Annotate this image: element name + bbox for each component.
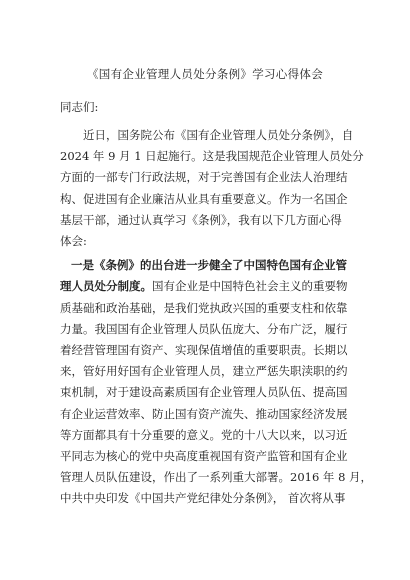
paragraph-point-one — [60, 255, 373, 509]
text-line: 来，管好用好国有企业管理人员，建立严惩失职渎职的约 — [60, 364, 348, 379]
text-line: 构、促进国有企业廉洁从业具有重要意义。作为一名国企 — [60, 191, 348, 206]
text-line: 近日，国务院公布《国有企业管理人员处分条例》，自 — [83, 128, 354, 142]
point-heading-continuation — [60, 276, 356, 297]
text-line: 方面的一部专门行政法规，对于完善国有企业法人治理结 — [60, 170, 348, 185]
salutation: 同志们: — [60, 100, 99, 114]
text-line: 2024 年 9 月 1 日起施行。这是我国规范企业管理人员处分 — [60, 149, 364, 164]
text-line: 国有企业是中国特色社会主义的重要物 — [152, 279, 348, 294]
text-line: 束机制，对于建设高素质国有企业管理人员队伍、提高国 — [60, 385, 348, 400]
text-line: 中共中央印发《中国共产党纪律处分条例》， 首次将从事 — [60, 491, 346, 506]
text-line: 质基础和政治基础，是我们党执政兴国的重要支柱和依靠 — [60, 300, 348, 315]
text-line: 体会: — [60, 234, 87, 249]
text-line: 基层干部，通过认真学习《条例》，我有以下几方面心得 — [60, 212, 342, 227]
point-heading-line: 理人员处分制度。 — [60, 279, 152, 294]
text-line: 管理人员队伍建设，作出了一系列重大部署。2016 年 8 月， — [60, 470, 373, 485]
paragraph-intro — [60, 125, 364, 252]
point-heading-line: 一是《条例》的出台进一步健全了中国特色国有企业管 — [71, 258, 347, 273]
text-line: 平同志为核心的党中央高度重视国有资产监管和国有企业 — [60, 449, 348, 464]
text-line: 着经营管理国有资产、实现保值增值的重要职责。长期以 — [60, 343, 348, 358]
document-title: 《国有企业管理人员处分条例》学习心得体会 — [87, 67, 323, 81]
document-body — [60, 125, 373, 510]
text-line: 等方面都具有十分重要的意义。党的十八大以来，以习近 — [60, 427, 348, 442]
text-line: 有企业运营效率、防止国有资产流失、推动国家经济发展 — [60, 406, 348, 421]
text-line: 力量。我国国有企业管理人员队伍庞大、分布广泛，履行 — [60, 321, 348, 336]
